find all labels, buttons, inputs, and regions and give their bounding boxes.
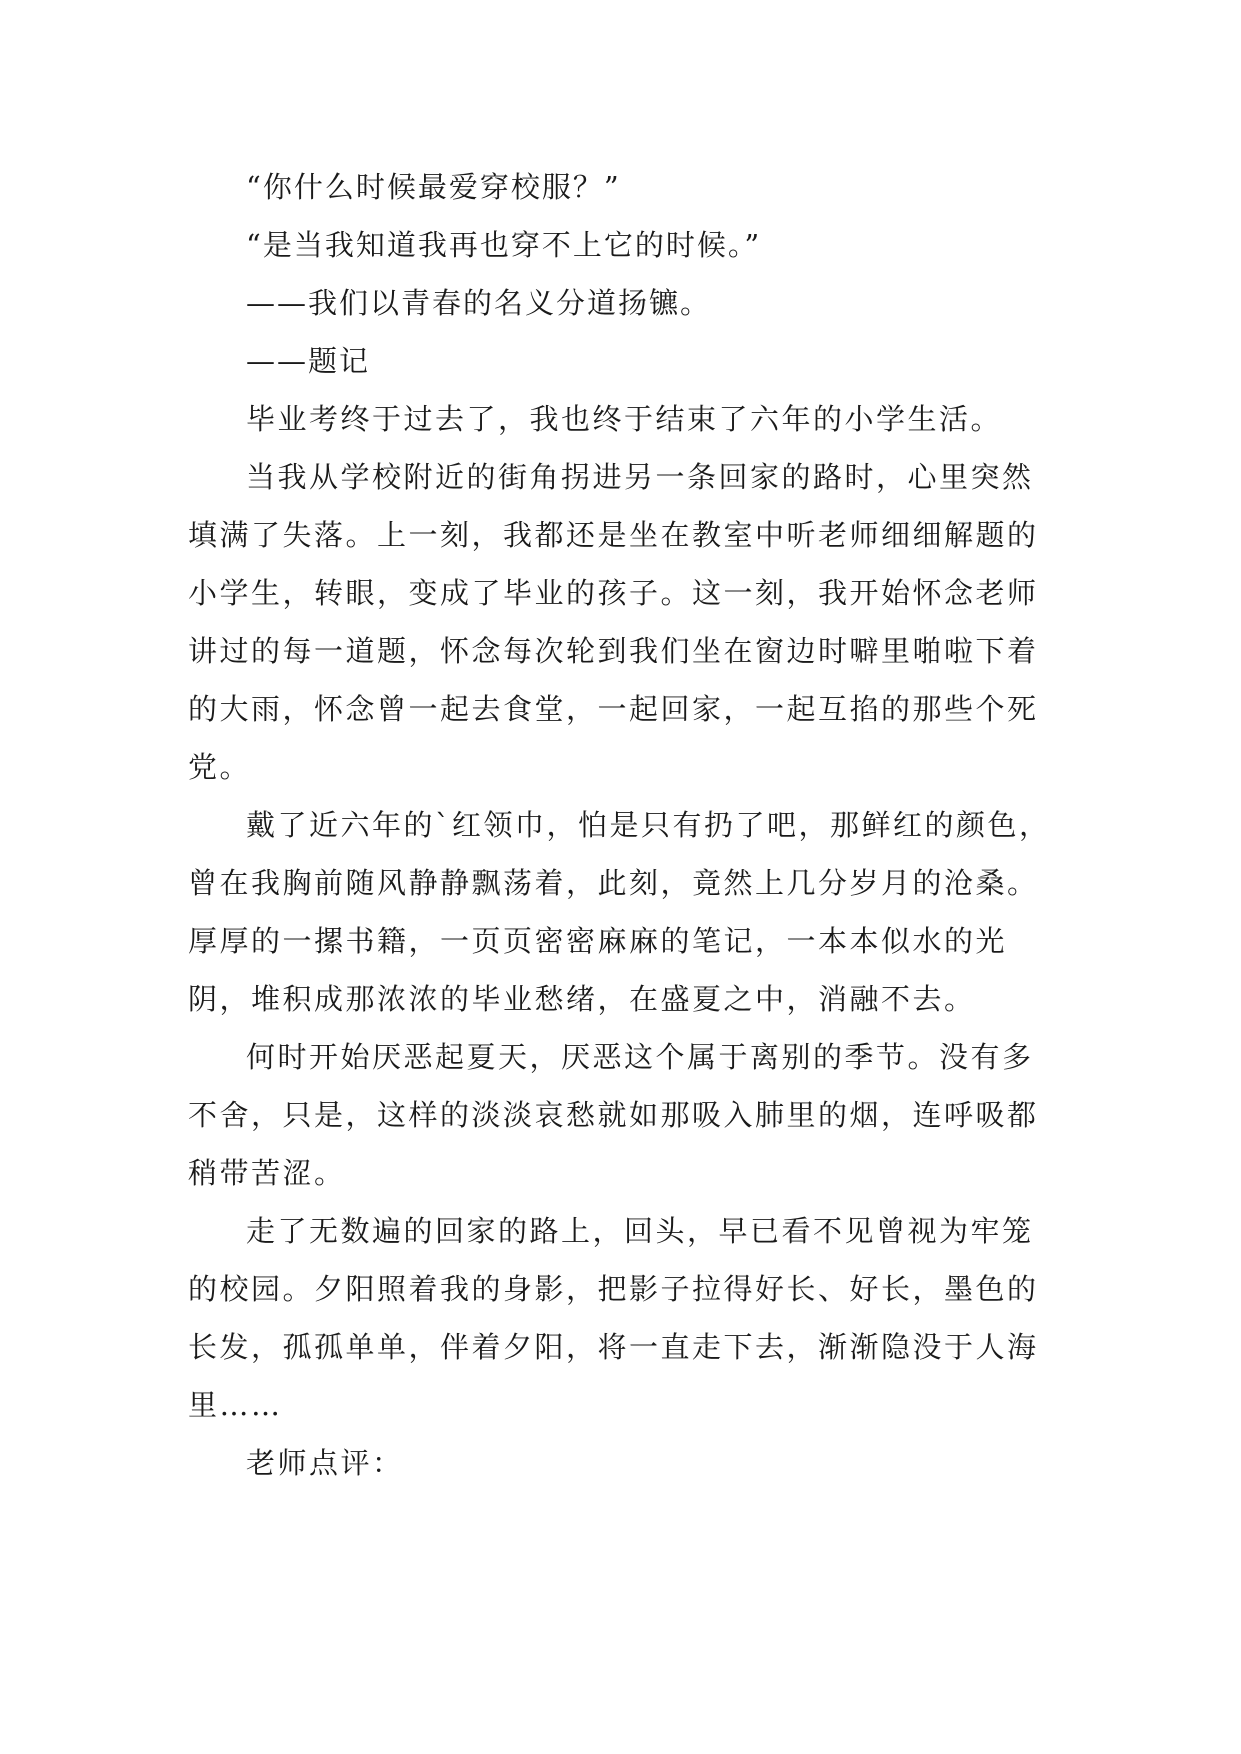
paragraph: 当我从学校附近的街角拐进另一条回家的路时，心里突然填满了失落。上一刻，我都还是坐在教室中听老师细细解题的小学生，转眼，变成了毕业的孩子。这一刻，我开始怀念老师讲过的每一道题，怀念每次轮到我们坐在窗边时噼里啪啦下着的大雨，怀念曾一起去食堂，一起回家，一起互掐的那些个死党。 <box>188 460 1039 784</box>
essay-body <box>188 158 1058 1492</box>
epigraph-line: “你什么时候最爱穿校服？” <box>246 170 621 204</box>
epigraph-line: “是当我知道我再也穿不上它的时候。” <box>246 228 762 262</box>
epigraph-line: ——我们以青春的名义分道扬镳。 <box>246 286 712 320</box>
teacher-comment-label: 老师点评： <box>246 1446 404 1480</box>
paragraph: 走了无数遍的回家的路上，回头，早已看不见曾视为牢笼的校园。夕阳照着我的身影，把影子拉得好长、好长，墨色的长发，孤孤单单，伴着夕阳，将一直走下去，渐渐隐没于人海里…… <box>188 1214 1039 1422</box>
epigraph-line: ——题记 <box>246 344 371 378</box>
paragraph: 何时开始厌恶起夏天，厌恶这个属于离别的季节。没有多不舍，只是，这样的淡淡哀愁就如那吸入肺里的烟，连呼吸都稍带苦涩。 <box>188 1040 1039 1190</box>
paragraph: 毕业考终于过去了，我也终于结束了六年的小学生活。 <box>246 402 1003 436</box>
paragraph: 戴了近六年的`红领巾，怕是只有扔了吧，那鲜红的颜色，曾在我胸前随风静静飘荡着，此刻，竟然上几分岁月的沧桑。厚厚的一摞书籍，一页页密密麻麻的笔记，一本本似水的光阴，堆积成那浓浓的毕业愁绪，在盛夏之中，消融不去。 <box>188 808 1051 1016</box>
